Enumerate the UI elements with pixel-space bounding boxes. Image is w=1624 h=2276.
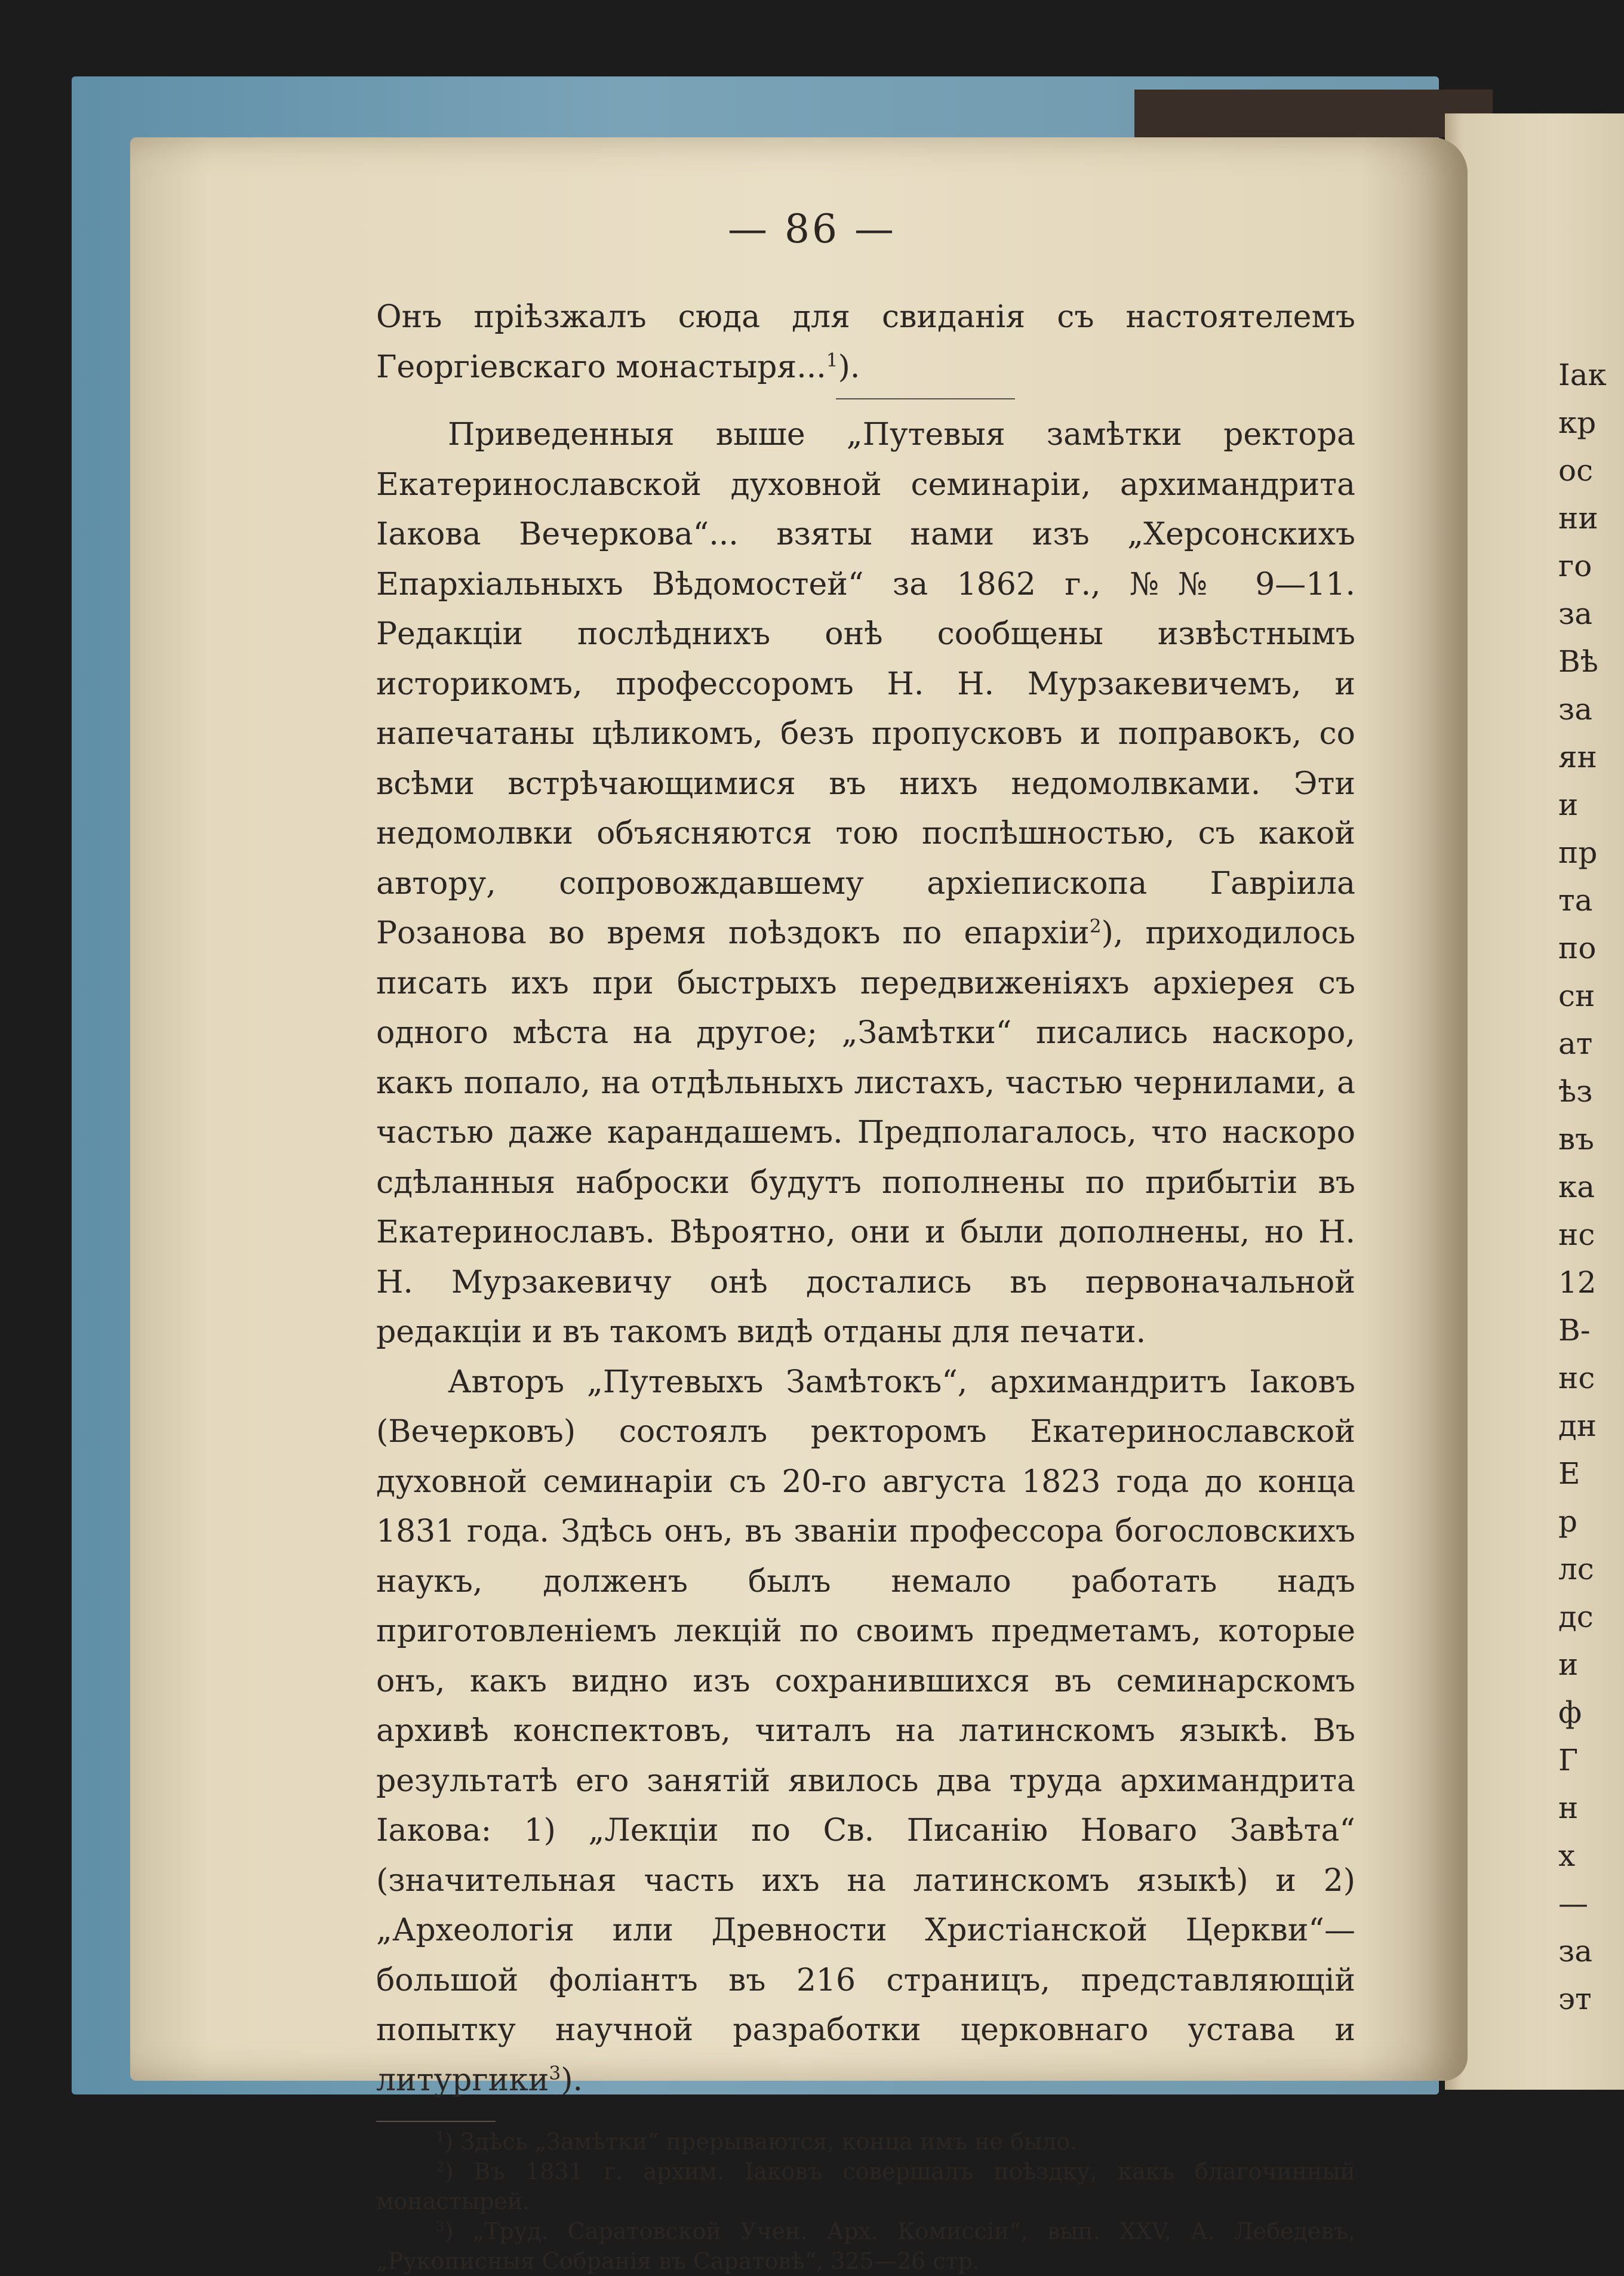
facing-page-fragment: — <box>1558 1886 1588 1921</box>
facing-page-fragment: дс <box>1558 1600 1594 1634</box>
facing-page-fragment: и <box>1558 1647 1579 1682</box>
facing-page-fragment: Іак <box>1558 358 1607 392</box>
paragraph-3-text: Авторъ „Путевыхъ Замѣтокъ“, архимандритъ Іаковъ (Вечерковъ) состоялъ ректоромъ Екатеринославской духовной семинаріи съ 20-го августа 1823 года до конца 1831 года. Здѣсь онъ, въ званіи профессора богословскихъ наукъ, долженъ былъ немало работать надъ приготовленіемъ лекцій по своимъ предметамъ, которые онъ, какъ видно изъ сохранившихся въ семинарскомъ архивѣ конспектовъ, читалъ на латинскомъ языкѣ. Въ результатѣ его занятій явилось два труда архимандрита Іакова: 1) „Лекціи по Св. Писанію Новаго Завѣта“ (значительная часть ихъ на латинскомъ языкѣ) и 2) „Археологія или Древности Христіанской Церкви“—большой фоліантъ въ 216 страницъ, представляющій попытку научной разработки церковнаго устава и литургики <box>376 1364 1355 2098</box>
footnote-divider <box>376 2121 496 2122</box>
facing-page <box>1445 113 1624 2090</box>
paragraph-3 <box>376 1358 1355 2106</box>
facing-page-fragment: нс <box>1558 1217 1595 1252</box>
facing-page-fragment: та <box>1558 883 1593 918</box>
footnote-1 <box>376 2127 1355 2157</box>
paragraph-1-close: ). <box>838 349 860 385</box>
facing-page-fragment: ка <box>1558 1170 1595 1204</box>
facing-page-fragment: лс <box>1558 1552 1594 1586</box>
spine-shadow <box>1134 90 1493 137</box>
facing-page-fragment: эт <box>1558 1982 1592 2016</box>
paragraph-2 <box>376 410 1355 1358</box>
paragraph-2-text: Приведенныя выше „Путевыя замѣтки ректора Екатеринославской духовной семинаріи, архимандрита Іакова Вечеркова“... взяты нами изъ „Херсонскихъ Епархіальныхъ Вѣдомостей“ за 1862 г., №№ 9—11. Редакціи послѣднихъ онѣ сообщены извѣстнымъ историкомъ, профессоромъ Н. Н. Мурзакевичемъ, и напечатаны цѣликомъ, безъ пропусковъ и поправокъ, со всѣми встрѣчающимися въ нихъ недомолвками. Эти недомолвки объясняются тою поспѣшностью, съ какой автору, сопровождавшему архіепископа Гавріила Розанова во время поѣздокъ по епархіи <box>376 417 1355 951</box>
facing-page-fragment: р <box>1558 1504 1578 1539</box>
footnote-1-mark: 1 <box>436 2129 445 2145</box>
facing-page-fragment: дн <box>1558 1408 1597 1443</box>
facing-page-fragment: за <box>1558 1934 1593 1969</box>
facing-page-fragment: ф <box>1558 1695 1582 1730</box>
page-body <box>376 293 1355 2276</box>
facing-page-fragment: кр <box>1558 405 1597 440</box>
facing-page-fragment: ат <box>1558 1026 1593 1061</box>
facing-page-fragment: Е <box>1558 1456 1580 1491</box>
facing-page-fragment: за <box>1558 692 1593 727</box>
footnote-ref-3: 3 <box>549 2062 561 2084</box>
facing-page-fragment: въ <box>1558 1122 1594 1157</box>
facing-page-fragment: за <box>1558 596 1593 631</box>
footnotes <box>376 2127 1355 2276</box>
footnote-2-text: ) Въ 1831 г. архим. Іаковъ совершалъ поѣздку, какъ благочинный монастырей. <box>376 2158 1355 2215</box>
footnote-1-text: ) Здѣсь „Замѣтки“ прерываются, конца имъ не было. <box>444 2129 1078 2155</box>
facing-page-fragment: сн <box>1558 979 1595 1013</box>
facing-page-fragment: х <box>1558 1838 1576 1873</box>
facing-page-fragment: нс <box>1558 1361 1595 1395</box>
facing-page-fragment: ѣз <box>1558 1074 1593 1109</box>
facing-page-fragment: Вѣ <box>1558 644 1598 679</box>
paragraph-3-close: ). <box>561 2062 583 2098</box>
facing-page-fragment: н <box>1558 1791 1579 1825</box>
facing-page-fragment: ян <box>1558 740 1597 774</box>
footnote-ref-1: 1 <box>826 349 838 371</box>
facing-page-fragment: 12 <box>1558 1265 1597 1300</box>
paragraph-2-close: ), приходилось писать ихъ при быстрыхъ передвиженіяхъ архіерея съ одного мѣста на другое; „Замѣтки“ писались наскоро, какъ попало, на отдѣльныхъ листахъ, частью чернилами, а частью даже карандашемъ. Предполагалось, что наскоро сдѣланныя наброски будутъ пополнены по прибытіи въ Екатеринославъ. Вѣроятно, они и были дополнены, но Н. Н. Мурзакевичу онѣ достались въ первоначальной редакціи и въ такомъ видѣ отданы для печати. <box>376 915 1356 1350</box>
facing-page-fragment: го <box>1558 549 1592 583</box>
footnote-2 <box>376 2157 1355 2216</box>
page-number: — 86 — <box>728 206 896 252</box>
facing-page-fragment: Г <box>1558 1743 1579 1777</box>
facing-page-fragment: ос <box>1558 453 1594 488</box>
paragraph-1-text: Онъ пріѣзжалъ сюда для свиданія съ настоятелемъ Георгіевскаго монастыря... <box>376 299 1355 385</box>
paragraph-1 <box>376 293 1355 392</box>
footnote-3-text: ) „Труд. Саратовской Учен. Арх. Комиссіи“, вып. XXV, А. Лебедевъ, „Рукописныя Собранія въ Саратовѣ“, 325—26 стр. <box>376 2218 1355 2274</box>
facing-page-fragment: и <box>1558 788 1579 822</box>
facing-page-fragment: ни <box>1558 501 1598 536</box>
footnote-2-mark: 2 <box>436 2159 445 2175</box>
footnote-ref-2: 2 <box>1089 915 1102 937</box>
footnote-3-mark: 3 <box>436 2219 445 2235</box>
facing-page-fragment: В- <box>1558 1313 1591 1348</box>
footnote-3 <box>376 2216 1355 2276</box>
section-divider <box>836 398 1015 399</box>
facing-page-fragment: пр <box>1558 835 1598 870</box>
facing-page-fragment: по <box>1558 931 1597 965</box>
